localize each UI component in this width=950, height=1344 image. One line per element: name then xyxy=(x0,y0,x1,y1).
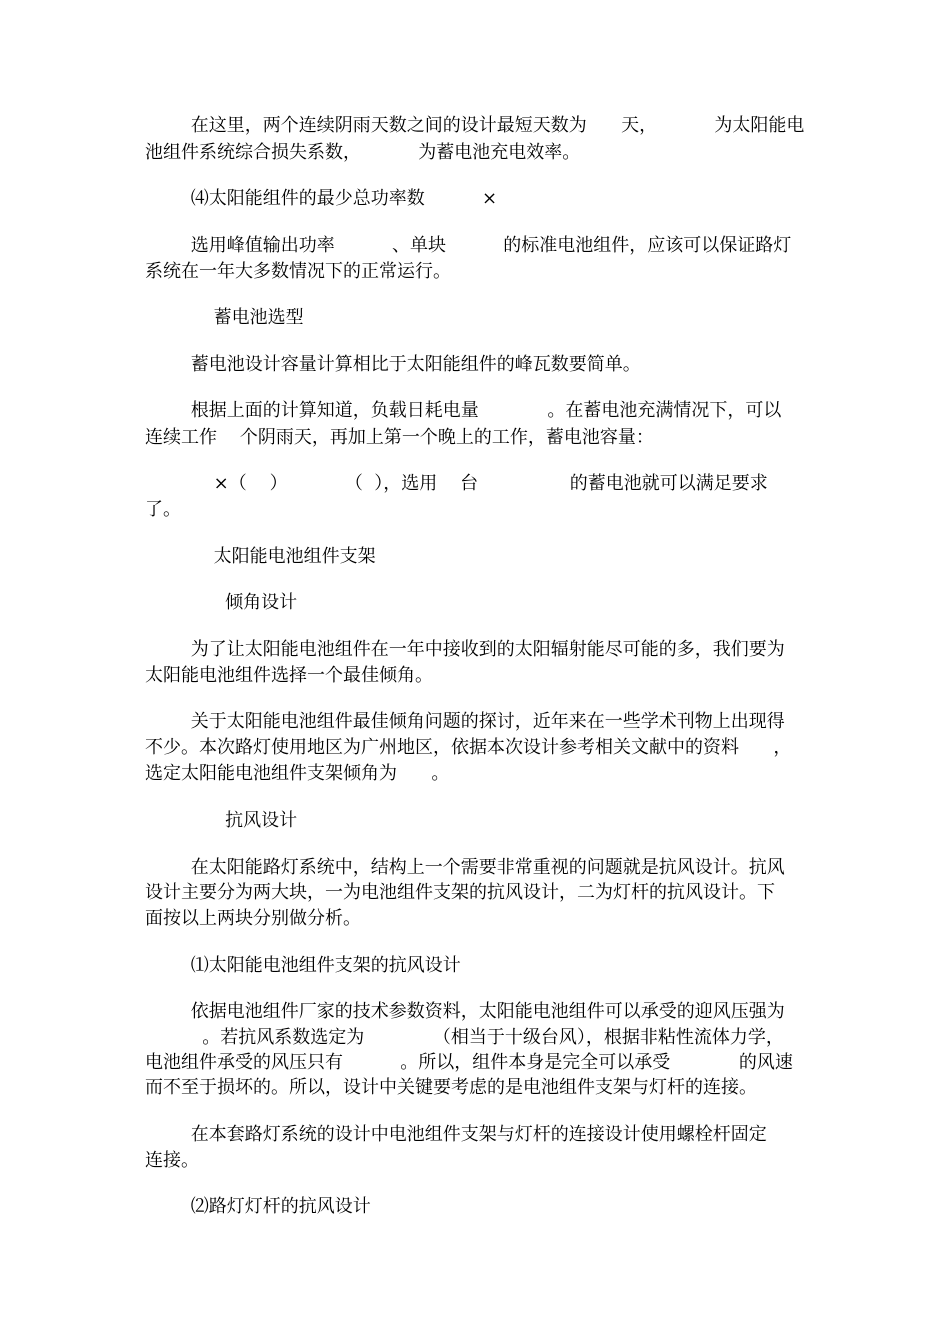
paragraph-line: 连接。 xyxy=(145,1150,199,1171)
subsection-heading: 倾角设计 xyxy=(145,592,298,613)
paragraph-line: 而不至于损坏的。所以，设计中关键要考虑的是电池组件支架与灯杆的连接。 xyxy=(145,1077,757,1098)
paragraph-line: 不少。本次路灯使用地区为广州地区，依据本次设计参考相关文献中的资料 ， xyxy=(145,737,792,758)
paragraph-line: 了。 xyxy=(145,499,181,520)
paragraph-line: 系统在一年大多数情况下的正常运行。 xyxy=(145,261,451,282)
paragraph-line: 。若抗风系数选定为 （相当于十级台风），根据非粘性流体力学， xyxy=(145,1027,784,1048)
paragraph-line: 选定太阳能电池组件支架倾角为 。 xyxy=(145,763,450,784)
paragraph-line: 选用峰值输出功率 、单块 的标准电池组件，应该可以保证路灯 xyxy=(145,235,792,256)
paragraph-line: 连续工作 个阴雨天，再加上第一个晚上的工作，蓄电池容量： xyxy=(145,427,654,448)
paragraph-line: 池组件系统综合损失系数， 为蓄电池充电效率。 xyxy=(145,142,581,163)
subsection-heading: 抗风设计 xyxy=(145,810,298,831)
paragraph-line: 依据电池组件厂家的技术参数资料，太阳能电池组件可以承受的迎风压强为 xyxy=(145,1001,785,1022)
paragraph-line: 在本套路灯系统的设计中电池组件支架与灯杆的连接设计使用螺栓杆固定 xyxy=(145,1124,767,1145)
paragraph-line: ⑵路灯灯杆的抗风设计 xyxy=(145,1196,371,1217)
paragraph-line: 在这里，两个连续阴雨天数之间的设计最短天数为 天， 为太阳能电 xyxy=(145,115,805,136)
paragraph-line: ⑷太阳能组件的最少总功率数 × xyxy=(145,188,498,209)
section-heading: 蓄电池选型 xyxy=(145,307,304,328)
paragraph-line: 关于太阳能电池组件最佳倾角问题的探讨，近年来在一些学术刊物上出现得 xyxy=(145,711,785,732)
paragraph-line: ⑴太阳能电池组件支架的抗风设计 xyxy=(145,955,461,976)
paragraph-line: ×（ ） （ ），选用 台 的蓄电池就可以满足要求 xyxy=(145,473,768,494)
paragraph-line: 电池组件承受的风压只有 。所以，组件本身是完全可以承受 的风速 xyxy=(145,1052,793,1073)
paragraph-line: 为了让太阳能电池组件在一年中接收到的太阳辐射能尽可能的多，我们要为 xyxy=(145,639,785,660)
paragraph-line: 太阳能电池组件选择一个最佳倾角。 xyxy=(145,665,433,686)
paragraph-line: 面按以上两块分别做分析。 xyxy=(145,908,361,929)
paragraph-line: 根据上面的计算知道，负载日耗电量 。在蓄电池充满情况下，可以 xyxy=(145,400,782,421)
paragraph-line: 设计主要分为两大块，一为电池组件支架的抗风设计，二为灯杆的抗风设计。下 xyxy=(145,882,775,903)
paragraph-line: 蓄电池设计容量计算相比于太阳能组件的峰瓦数要简单。 xyxy=(145,354,641,375)
section-heading: 太阳能电池组件支架 xyxy=(145,546,376,567)
paragraph-line: 在太阳能路灯系统中，结构上一个需要非常重视的问题就是抗风设计。抗风 xyxy=(145,857,785,878)
